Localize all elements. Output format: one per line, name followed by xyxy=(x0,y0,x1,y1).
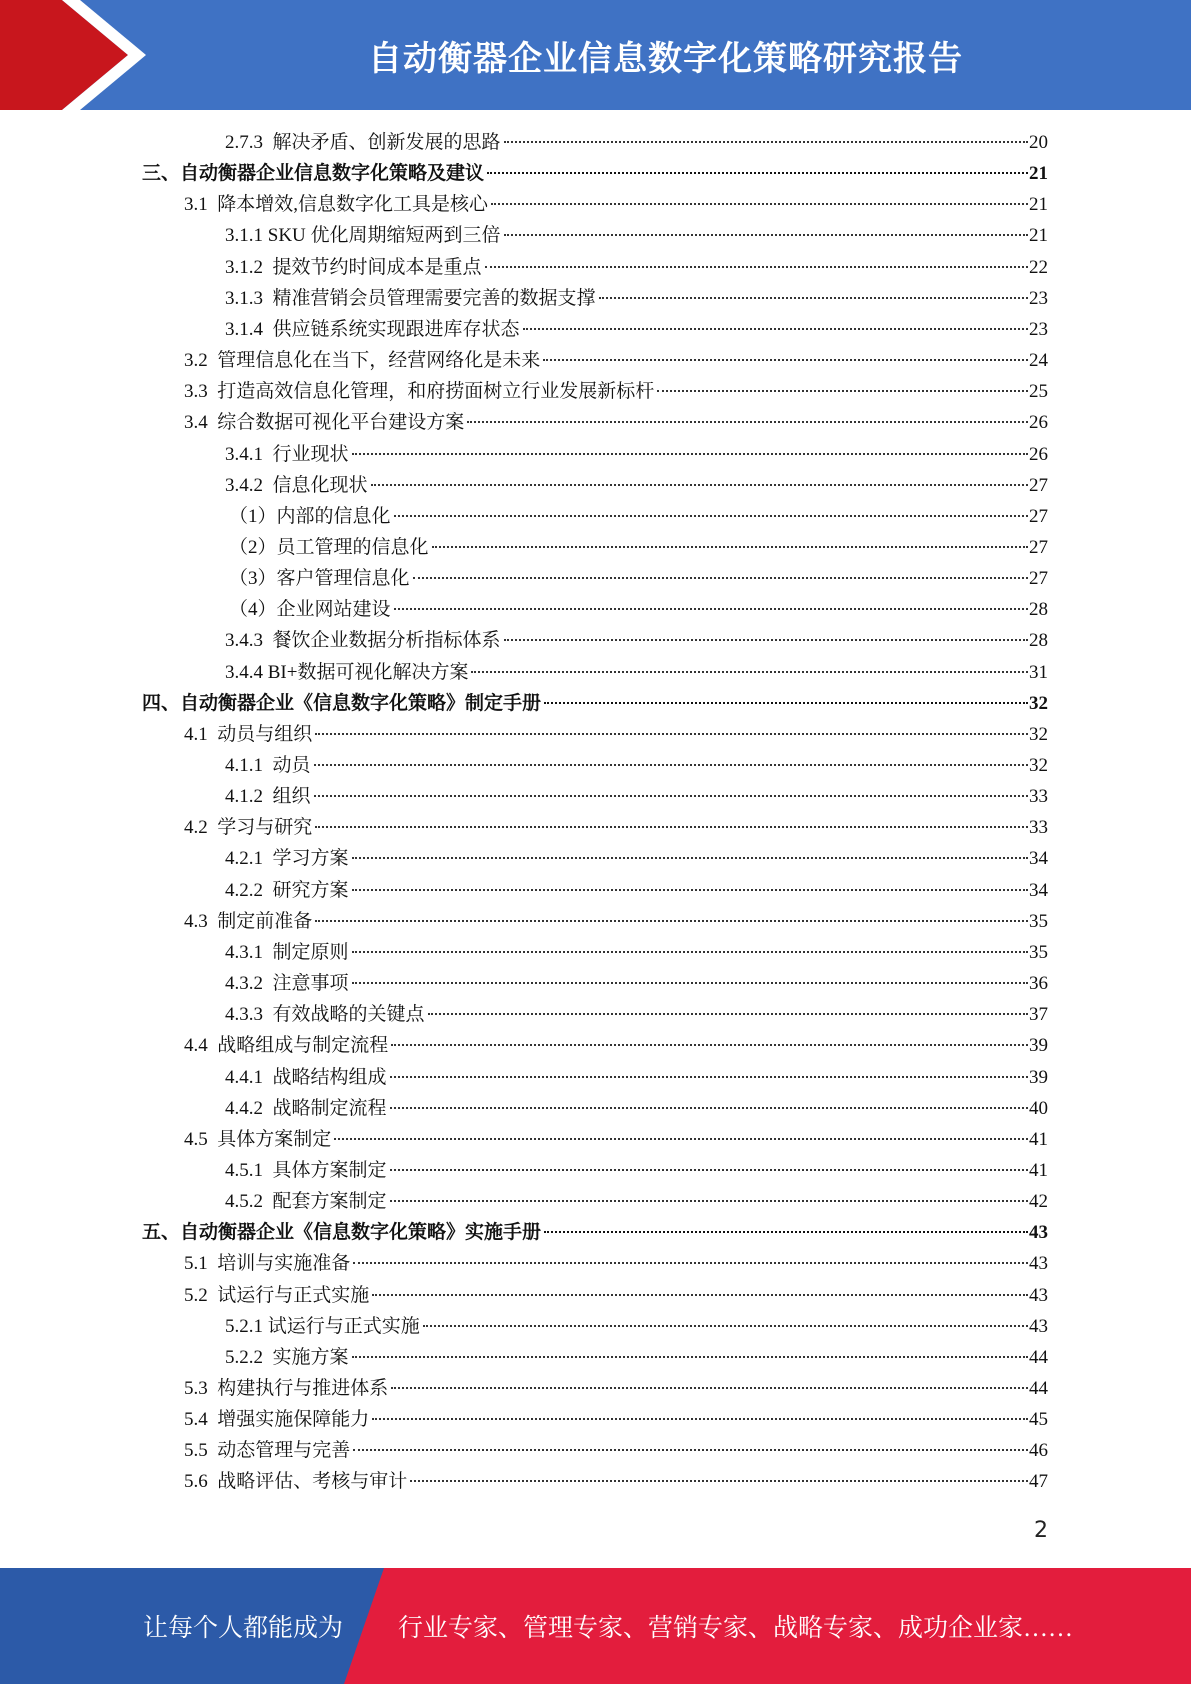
toc-entry[interactable] xyxy=(225,220,1048,251)
toc-entry-page: 32 xyxy=(1029,755,1048,776)
toc-entry-number: （4） xyxy=(229,599,277,621)
toc-entry[interactable] xyxy=(225,875,1048,906)
toc-entry-title: 试运行与正式实施 xyxy=(217,1284,370,1306)
toc-entry-page: 28 xyxy=(1029,599,1048,621)
toc-entry-page: 33 xyxy=(1029,817,1048,839)
toc-entry-number: 五、 xyxy=(142,1222,181,1244)
toc-entry-title: 信息化现状 xyxy=(272,474,368,496)
toc-entry[interactable] xyxy=(225,750,1048,781)
toc-dot-leader xyxy=(523,327,1028,330)
toc-entry-number: 4.1.2 xyxy=(225,786,273,808)
toc-entry-page: 43 xyxy=(1029,1253,1048,1275)
toc-entry-title: 自动衡器企业信息数字化策略及建议 xyxy=(180,163,485,185)
toc-entry-title: 培训与实施准备 xyxy=(217,1253,351,1275)
toc-entry-number: 4.2.2 xyxy=(225,879,273,901)
toc-dot-leader xyxy=(371,483,1028,486)
toc-dot-leader xyxy=(390,1168,1028,1171)
toc-dot-leader xyxy=(390,1075,1028,1078)
toc-entry-number: 5.4 xyxy=(184,1409,218,1431)
toc-entry[interactable] xyxy=(225,1155,1048,1186)
page-number: 2 xyxy=(1034,1518,1048,1543)
toc-entry-page: 35 xyxy=(1029,910,1048,932)
toc-entry-page: 45 xyxy=(1029,1409,1048,1431)
toc-dot-leader xyxy=(394,607,1028,610)
toc-entry-title: 供应链系统实现跟进库存状态 xyxy=(272,318,520,340)
toc-entry-number: 4.4.2 xyxy=(225,1097,273,1119)
toc-entry[interactable] xyxy=(184,1030,1048,1061)
toc-entry-page: 39 xyxy=(1029,1066,1048,1088)
toc-dot-leader xyxy=(491,202,1028,205)
toc-dot-leader xyxy=(352,888,1028,891)
toc-entry-title: 研究方案 xyxy=(272,879,349,901)
toc-entry[interactable] xyxy=(225,1062,1048,1093)
toc-entry-title: 增强实施保障能力 xyxy=(217,1409,370,1431)
toc-entry-title: 有效战略的关键点 xyxy=(272,1004,425,1026)
toc-entry[interactable] xyxy=(184,812,1048,843)
toc-entry-title: 自动衡器企业《信息数字化策略》实施手册 xyxy=(180,1222,542,1244)
toc-dot-leader xyxy=(599,296,1028,299)
toc-dot-leader xyxy=(487,171,1028,174)
toc-entry-page: 44 xyxy=(1029,1346,1048,1368)
toc-entry-title: 企业网站建设 xyxy=(276,599,391,621)
toc-entry-title: 试运行与正式实施 xyxy=(267,1315,420,1337)
toc-entry-number: 3.3 xyxy=(184,381,218,403)
toc-entry-number: 4.1.1 xyxy=(225,755,273,776)
page-footer xyxy=(0,1568,1191,1684)
toc-entry-number: 4.4 xyxy=(184,1035,218,1057)
toc-dot-leader xyxy=(423,1324,1028,1327)
toc-dot-leader xyxy=(504,638,1028,641)
toc-entry-number: 2.7.3 xyxy=(225,132,273,153)
toc-dot-leader xyxy=(467,420,1028,423)
toc-entry-title: 员工管理的信息化 xyxy=(276,536,429,558)
toc-entry-number: 3.1.1 xyxy=(225,225,268,247)
toc-entry[interactable] xyxy=(184,1124,1048,1155)
toc-entry-number: 3.4.2 xyxy=(225,474,273,496)
toc-entry[interactable] xyxy=(184,1373,1048,1404)
toc-entry-number: （3） xyxy=(229,568,277,590)
toc-dot-leader xyxy=(394,514,1028,517)
toc-entry-number: 3.1.2 xyxy=(225,256,273,278)
toc-entry-title: 行业现状 xyxy=(272,443,349,465)
toc-entry-title: 配套方案制定 xyxy=(272,1191,387,1213)
toc-dot-leader xyxy=(428,1012,1028,1015)
toc-entry-page: 20 xyxy=(1029,132,1048,153)
toc-entry-page: 46 xyxy=(1029,1440,1048,1462)
toc-entry-number: 3.4.3 xyxy=(225,630,273,652)
toc-entry-number: 4.1 xyxy=(184,723,218,745)
toc-entry[interactable] xyxy=(229,594,1048,625)
toc-entry-title: 内部的信息化 xyxy=(276,505,391,527)
toc-entry-page: 27 xyxy=(1029,568,1048,590)
toc-entry[interactable] xyxy=(229,501,1048,532)
document-title: 自动衡器企业信息数字化策略研究报告 xyxy=(368,38,963,79)
toc-dot-leader xyxy=(352,856,1028,859)
toc-entry-number: 5.3 xyxy=(184,1378,218,1399)
toc-entry-page: 28 xyxy=(1029,630,1048,652)
toc-entry-title: 学习方案 xyxy=(272,848,349,870)
toc-dot-leader xyxy=(315,919,1028,922)
toc-entry[interactable] xyxy=(184,376,1048,407)
toc-entry-title: 打造高效信息化管理，和府捞面树立行业发展新标杆 xyxy=(217,381,655,403)
toc-entry-number: 4.4.1 xyxy=(225,1066,273,1088)
toc-entry[interactable] xyxy=(142,1217,1048,1248)
toc-entry-page: 43 xyxy=(1029,1222,1048,1244)
toc-entry-title: 提效节约时间成本是重点 xyxy=(272,256,482,278)
toc-entry-page: 33 xyxy=(1029,786,1048,808)
toc-dot-leader xyxy=(372,1417,1028,1420)
toc-entry[interactable] xyxy=(225,781,1048,812)
toc-entry-page: 34 xyxy=(1029,848,1048,870)
toc-entry-number: 4.5.1 xyxy=(225,1159,273,1181)
toc-entry-number: 三、 xyxy=(142,163,181,185)
toc-entry[interactable] xyxy=(225,1093,1048,1124)
toc-entry[interactable] xyxy=(225,968,1048,999)
toc-entry-number: 3.4 xyxy=(184,412,218,434)
toc-dot-leader xyxy=(390,1199,1028,1202)
toc-entry[interactable] xyxy=(225,127,1048,158)
toc-entry[interactable] xyxy=(184,719,1048,750)
toc-dot-leader xyxy=(352,950,1028,953)
toc-entry-page: 41 xyxy=(1029,1159,1048,1181)
toc-entry-page: 26 xyxy=(1029,443,1048,465)
toc-dot-leader xyxy=(544,1230,1028,1233)
toc-entry-number: 5.2.1 xyxy=(225,1315,268,1337)
toc-entry[interactable] xyxy=(225,1186,1048,1217)
toc-entry[interactable] xyxy=(142,688,1048,719)
toc-entry[interactable] xyxy=(225,937,1048,968)
toc-entry-title: 制定前准备 xyxy=(217,910,313,932)
toc-entry-number: 3.2 xyxy=(184,350,218,372)
toc-entry-title: 战略组成与制定流程 xyxy=(217,1035,389,1057)
toc-entry-number: 4.2.1 xyxy=(225,848,273,870)
toc-entry-page: 21 xyxy=(1029,225,1048,247)
toc-entry-number: 4.3.3 xyxy=(225,1004,273,1026)
toc-dot-leader xyxy=(315,825,1028,828)
toc-entry-title: 解决矛盾、创新发展的思路 xyxy=(272,132,501,153)
toc-entry-title: 注意事项 xyxy=(272,973,349,995)
toc-entry[interactable] xyxy=(225,843,1048,874)
toc-entry[interactable] xyxy=(184,1404,1048,1435)
toc-entry-title: 客户管理信息化 xyxy=(276,568,410,590)
toc-entry-number: 5.6 xyxy=(184,1471,218,1493)
toc-entry-page: 44 xyxy=(1029,1378,1048,1399)
toc-entry-title: 综合数据可视化平台建设方案 xyxy=(217,412,465,434)
toc-dot-leader xyxy=(413,576,1028,579)
toc-entry-number: 5.5 xyxy=(184,1440,218,1462)
toc-entry[interactable] xyxy=(225,999,1048,1030)
toc-entry[interactable] xyxy=(184,1280,1048,1311)
toc-dot-leader xyxy=(334,1137,1028,1140)
toc-entry-number: 4.5.2 xyxy=(225,1191,273,1213)
toc-entry-number: 四、 xyxy=(142,692,181,714)
toc-entry-page: 25 xyxy=(1029,381,1048,403)
toc-entry-page: 41 xyxy=(1029,1128,1048,1150)
footer-slogan-left: 让每个人都能成为 xyxy=(143,1615,344,1642)
toc-dot-leader xyxy=(543,358,1028,361)
toc-entry-page: 21 xyxy=(1029,163,1048,185)
toc-dot-leader xyxy=(353,1448,1028,1451)
toc-entry-page: 27 xyxy=(1029,505,1048,527)
toc-entry-page: 26 xyxy=(1029,412,1048,434)
toc-entry-number: 3.4.1 xyxy=(225,443,273,465)
toc-entry-page: 42 xyxy=(1029,1191,1048,1213)
toc-entry-page: 23 xyxy=(1029,287,1048,309)
toc-entry-number: （1） xyxy=(229,505,277,527)
toc-dot-leader xyxy=(352,981,1028,984)
toc-entry[interactable] xyxy=(225,439,1048,470)
toc-dot-leader xyxy=(504,140,1028,143)
toc-dot-leader xyxy=(504,233,1028,236)
toc-dot-leader xyxy=(391,1043,1028,1046)
toc-entry[interactable] xyxy=(184,189,1048,220)
toc-entry-number: 4.3 xyxy=(184,910,218,932)
toc-dot-leader xyxy=(657,389,1028,392)
toc-entry[interactable] xyxy=(229,532,1048,563)
toc-entry-number: 4.5 xyxy=(184,1128,218,1150)
toc-entry-title: BI+数据可视化解决方案 xyxy=(267,661,469,683)
toc-entry-number: 5.1 xyxy=(184,1253,218,1275)
toc-dot-leader xyxy=(353,1261,1028,1264)
toc-entry[interactable] xyxy=(225,283,1048,314)
toc-dot-leader xyxy=(352,452,1028,455)
toc-entry-page: 32 xyxy=(1029,692,1048,714)
toc-entry-title: 具体方案制定 xyxy=(272,1159,387,1181)
page-header xyxy=(0,0,1191,110)
toc-dot-leader xyxy=(315,732,1028,735)
toc-entry[interactable] xyxy=(225,657,1048,688)
toc-dot-leader xyxy=(471,670,1028,673)
toc-entry[interactable] xyxy=(184,345,1048,376)
toc-entry-page: 34 xyxy=(1029,879,1048,901)
toc-entry-page: 43 xyxy=(1029,1284,1048,1306)
toc-entry-title: 自动衡器企业《信息数字化策略》制定手册 xyxy=(180,692,542,714)
toc-entry-title: 战略结构组成 xyxy=(272,1066,387,1088)
toc-entry-page: 31 xyxy=(1029,661,1048,683)
toc-entry-title: 组织 xyxy=(272,786,311,808)
toc-entry-page: 32 xyxy=(1029,723,1048,745)
toc-entry-page: 22 xyxy=(1029,256,1048,278)
toc-dot-leader xyxy=(432,545,1028,548)
toc-entry-title: 战略制定流程 xyxy=(272,1097,387,1119)
toc-dot-leader xyxy=(314,763,1028,766)
toc-entry-title: 动员 xyxy=(272,755,311,776)
toc-entry[interactable] xyxy=(184,1435,1048,1466)
toc-entry-page: 36 xyxy=(1029,973,1048,995)
toc-entry-page: 40 xyxy=(1029,1097,1048,1119)
toc-entry-number: 5.2 xyxy=(184,1284,218,1306)
toc-entry-number: 5.2.2 xyxy=(225,1346,273,1368)
toc-entry-title: 精准营销会员管理需要完善的数据支撑 xyxy=(272,287,596,309)
toc-entry-title: 构建执行与推进体系 xyxy=(217,1378,389,1399)
toc-entry-title: 降本增效,信息数字化工具是核心 xyxy=(217,194,489,216)
toc-dot-leader xyxy=(352,1355,1028,1358)
toc-entry[interactable] xyxy=(142,158,1048,189)
toc-entry[interactable] xyxy=(184,407,1048,438)
toc-entry-page: 35 xyxy=(1029,941,1048,963)
toc-entry[interactable] xyxy=(225,1342,1048,1373)
toc-entry-number: 4.3.2 xyxy=(225,973,273,995)
toc-entry-page: 39 xyxy=(1029,1035,1048,1057)
toc-entry-title: 餐饮企业数据分析指标体系 xyxy=(272,630,501,652)
toc-entry[interactable] xyxy=(225,470,1048,501)
toc-entry-page: 21 xyxy=(1029,194,1048,216)
toc-entry-number: 3.1.3 xyxy=(225,287,273,309)
toc-dot-leader xyxy=(314,794,1028,797)
toc-entry-title: 动态管理与完善 xyxy=(217,1440,351,1462)
toc-entry[interactable] xyxy=(225,314,1048,345)
toc-entry[interactable] xyxy=(184,1466,1048,1497)
toc-entry-title: 制定原则 xyxy=(272,941,349,963)
toc-entry-number: 3.1 xyxy=(184,194,218,216)
toc-dot-leader xyxy=(485,265,1028,268)
toc-entry-page: 27 xyxy=(1029,536,1048,558)
toc-entry-title: 实施方案 xyxy=(272,1346,349,1368)
toc-entry-number: 4.2 xyxy=(184,817,218,839)
toc-entry-number: 4.3.1 xyxy=(225,941,273,963)
toc-dot-leader xyxy=(544,701,1028,704)
toc-entry-title: 管理信息化在当下，经营网络化是未来 xyxy=(217,350,541,372)
toc-entry-page: 37 xyxy=(1029,1004,1048,1026)
toc-entry-title: 具体方案制定 xyxy=(217,1128,332,1150)
toc-entry-title: SKU 优化周期缩短两到三倍 xyxy=(267,225,501,247)
toc-entry[interactable] xyxy=(225,1311,1048,1342)
toc-entry-title: 战略评估、考核与审计 xyxy=(217,1471,408,1493)
toc-entry[interactable] xyxy=(225,625,1048,656)
toc-entry[interactable] xyxy=(184,906,1048,937)
toc-entry[interactable] xyxy=(225,252,1048,283)
toc-entry[interactable] xyxy=(229,563,1048,594)
toc-entry-number: 3.4.4 xyxy=(225,661,268,683)
toc-entry-page: 43 xyxy=(1029,1315,1048,1337)
toc-entry-page: 47 xyxy=(1029,1471,1048,1493)
toc-entry-title: 学习与研究 xyxy=(217,817,313,839)
toc-dot-leader xyxy=(391,1386,1028,1389)
toc-entry-number: 3.1.4 xyxy=(225,318,273,340)
footer-slogan-right: 行业专家、管理专家、营销专家、战略专家、成功企业家…… xyxy=(398,1615,1074,1642)
toc-entry-page: 24 xyxy=(1029,350,1048,372)
toc-entry-page: 27 xyxy=(1029,474,1048,496)
toc-dot-leader xyxy=(410,1479,1028,1482)
toc-dot-leader xyxy=(390,1106,1028,1109)
toc-entry-title: 动员与组织 xyxy=(217,723,313,745)
toc-entry-page: 23 xyxy=(1029,318,1048,340)
toc-entry[interactable] xyxy=(184,1248,1048,1279)
header-chevron-icon xyxy=(0,0,160,110)
toc-entry-number: （2） xyxy=(229,536,277,558)
toc-dot-leader xyxy=(372,1293,1028,1296)
